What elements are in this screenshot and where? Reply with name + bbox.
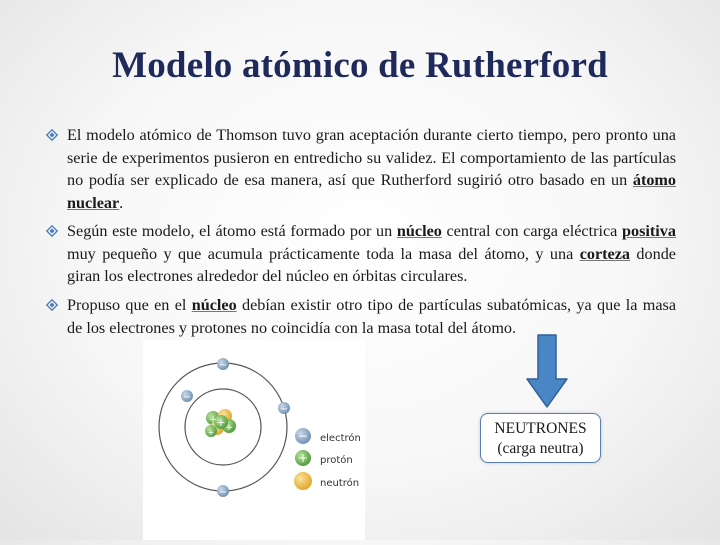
bullet-text [67, 220, 676, 288]
bold-term: corteza [579, 244, 631, 263]
bullet-text-part: debían existir otro tipo de partículas subatómicas, ya que la masa de los electrones y protones no coincidía con la masa total del átomo. [67, 296, 677, 337]
diamond-bullet-icon [46, 225, 58, 237]
bullet-text [67, 294, 676, 339]
electron-legend-sign: − [297, 429, 309, 443]
atom-diagram [143, 340, 365, 540]
proton-sign: + [209, 415, 217, 425]
proton-legend-sign: + [297, 451, 309, 465]
proton-sign: + [207, 428, 215, 437]
legend-proton [295, 450, 353, 466]
bullet-thomson [46, 124, 676, 214]
bullet-text-part: Propuso que en el [67, 296, 192, 314]
proton-sign: + [225, 423, 233, 433]
bullet-neutrons [46, 294, 676, 339]
nucleus [205, 409, 236, 437]
bullet-model [46, 220, 676, 288]
electron-particle [278, 402, 290, 415]
electron-sign: − [218, 487, 228, 498]
down-arrow-icon [525, 333, 569, 409]
bullet-text-part: muy pequeño y que acumula prácticamente toda la masa del átomo, y una [67, 244, 580, 263]
bullet-text-part: Según este modelo, el átomo está formado por un [67, 222, 397, 240]
proton-sign: + [216, 416, 226, 429]
neutrons-callout [480, 413, 601, 463]
legend-electron [295, 428, 361, 444]
callout-title: NEUTRONES [494, 420, 587, 437]
bold-term: núcleo [396, 222, 442, 240]
proton-label: protón [320, 455, 353, 466]
rutherford-atom-illustration [143, 340, 365, 540]
callout-subtitle: (carga neutra) [497, 440, 584, 457]
slide-title: Modelo atómico de Rutherford [112, 45, 608, 86]
bullet-text [67, 124, 676, 214]
bullet-text-part: central con carga eléctrica [441, 222, 623, 240]
diamond-bullet-icon [46, 299, 58, 311]
bold-term: núcleo [191, 296, 237, 314]
electron-particle [181, 390, 193, 403]
electron-particle [217, 485, 229, 498]
electron-sign: − [218, 360, 228, 371]
electron-particle [217, 358, 229, 371]
diamond-bullet-icon [46, 129, 58, 141]
electron-label: electrón [320, 433, 361, 444]
electron-sign: − [182, 392, 192, 403]
bold-term: positiva [622, 222, 676, 240]
electron-sign: − [279, 404, 289, 415]
bullet-text-part: El modelo atómico de Thomson tuvo gran aceptación durante cierto tiempo, pero pronto una serie de experimentos pusieron en entredicho su validez. El comportamiento de las partículas no podía ser explicado de esa manera, así que Rutherford sugirió otro basado en un [67, 126, 676, 189]
neutron-label: neutrón [320, 478, 360, 489]
bullet-text-part: donde giran los electrones alrededor del núcleo en órbitas circulares. [67, 244, 676, 285]
bold-term: átomo nuclear [67, 171, 676, 212]
bullet-text-part: . [119, 193, 124, 212]
legend-neutron [294, 472, 359, 490]
